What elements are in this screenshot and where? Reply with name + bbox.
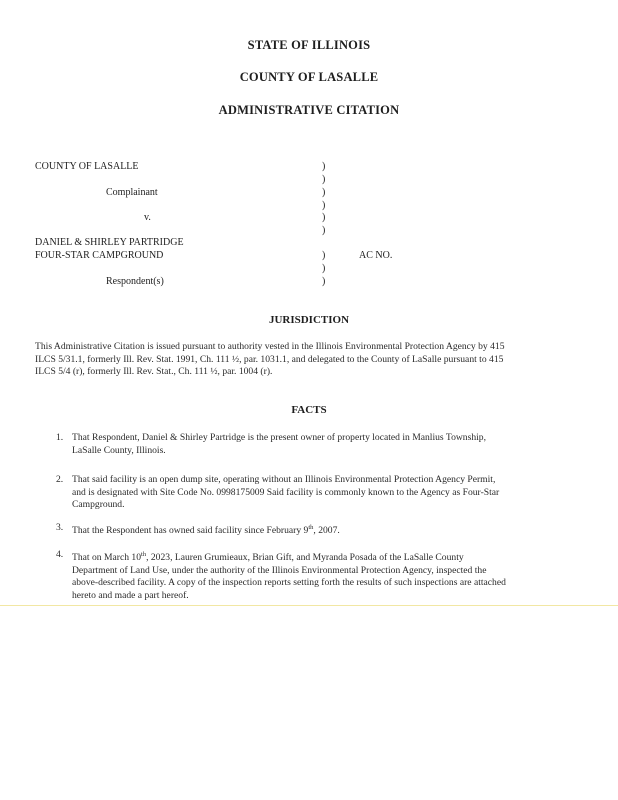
fact-line: That on March 10th, 2023, Lauren Grumieaux, Brian Gift, and Myranda Posada of the LaSalle County (72, 551, 464, 564)
paragraph-line: This Administrative Citation is issued pursuant to authority vested in the Illinois Environmental Protection Agency by 415 (35, 341, 505, 352)
county-title: COUNTY OF LASALLE (239, 70, 379, 84)
fact-item (72, 522, 592, 538)
fact-number: 3. (56, 522, 64, 533)
jurisdiction-heading: JURISDICTION (268, 314, 350, 326)
caption-paren: ) (322, 263, 326, 274)
ac-number-label: AC NO. (359, 250, 393, 261)
caption-paren: ) (322, 200, 326, 211)
fact-line: Campground. (72, 499, 125, 511)
fact-number: 2. (56, 474, 64, 485)
fact-item (72, 474, 592, 512)
fact-item (72, 549, 592, 603)
respondent-name: DANIEL & SHIRLEY PARTRIDGE (35, 237, 184, 248)
fact-line: LaSalle County, Illinois. (72, 444, 166, 456)
page-divider (0, 605, 618, 606)
fact-number: 4. (56, 549, 64, 560)
versus-label: v. (144, 212, 151, 223)
caption-paren: ) (322, 225, 326, 236)
caption-paren: ) (322, 174, 326, 185)
state-title: STATE OF ILLINOIS (247, 38, 371, 52)
respondent-label: Respondent(s) (106, 276, 164, 287)
respondent-business: FOUR-STAR CAMPGROUND (35, 250, 164, 261)
fact-line: above-described facility. A copy of the inspection reports setting forth the results of such inspections are attached (72, 577, 506, 589)
caption-paren: ) (322, 161, 326, 172)
document-title: ADMINISTRATIVE CITATION (218, 103, 400, 117)
caption-paren: ) (322, 250, 326, 261)
fact-line: That Respondent, Daniel & Shirley Partridge is the present owner of property located in Manlius Township, (72, 432, 486, 443)
caption-paren: ) (322, 212, 326, 223)
paragraph-line: ILCS 5/4 (r), formerly Ill. Rev. Stat., Ch. 111 ½, par. 1004 (r). (35, 366, 273, 378)
paragraph-line: ILCS 5/31.1, formerly Ill. Rev. Stat. 1991, Ch. 111 ½, par. 1031.1, and delegated to the County of LaSalle pursuant to 415 (35, 353, 504, 365)
caption-paren: ) (322, 276, 326, 287)
fact-line: and is designated with Site Code No. 0998175009 Said facility is commonly known to the Agency as Four-Star (72, 486, 500, 498)
fact-line: hereto and made a part hereof. (72, 589, 189, 601)
fact-item (72, 432, 592, 457)
fact-line: That the Respondent has owned said facility since February 9th, 2007. (72, 524, 340, 537)
facts-heading: FACTS (291, 404, 327, 416)
complainant-label: Complainant (106, 187, 158, 198)
fact-line: That said facility is an open dump site, operating without an Illinois Environmental Protection Agency Permit, (72, 474, 496, 485)
fact-line: Department of Land Use, under the authority of the Illinois Environmental Protection Agency, inspected the (72, 564, 487, 576)
complainant-name: COUNTY OF LASALLE (35, 161, 139, 172)
caption-paren: ) (322, 187, 326, 198)
fact-number: 1. (56, 432, 64, 443)
jurisdiction-paragraph (35, 341, 585, 379)
